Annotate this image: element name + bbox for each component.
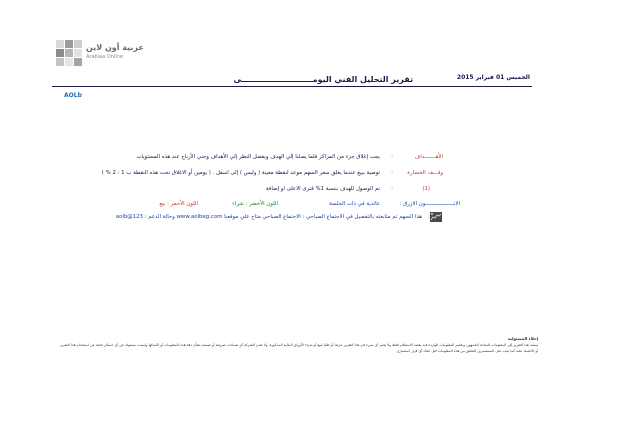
legend-blue-label: الانــــــــــــــــــون الازرق :	[399, 201, 460, 207]
row-targets-sep: :	[391, 154, 393, 160]
logo-english-text: Arabiaa Online	[86, 54, 123, 60]
chart-icon	[430, 212, 442, 222]
disclaimer	[58, 336, 538, 354]
legend-blue-text: عائدية في ذات الجلسة	[329, 201, 380, 207]
disclaimer-heading: إخلاء المسئولية	[507, 336, 538, 341]
logo	[56, 40, 144, 99]
row-followup-sep: :	[428, 214, 430, 220]
report-title: تقرير التحليل الفني اليومــــــــــــــــــــــــــى	[233, 75, 413, 84]
title-divider	[52, 86, 532, 87]
row-stoploss-text: توصية ببيع عندما يغلق سعر السهم موعد لنقطة معينة ( وليس ) إلى اسفل . ( يومين أو الاغلاق تحت هذه النقطة ب 1 : 2 % )	[101, 170, 380, 176]
legend-green-text: اللون الأخضر : شراء	[232, 201, 278, 207]
row-followup-text: هذا السهم تم متابعته بالتفصيل في الاجتماع الصباحي : الاجتماع الصباحي متاح علي موقعنا www.aolbeg.com وحالة الدعم : aolb@123	[115, 214, 422, 220]
aolb-logo-icon	[56, 40, 82, 66]
row-targets-text: يجب إغلاق جزء من المراكز فلما يصلنا إلي الهدف ويفضل النظر إلي الأهداف وجني الأرباح عند هذه المستويات	[136, 154, 380, 160]
row-stoploss-label: وقـــف الخسارة	[407, 170, 443, 176]
logo-arabic-text: عربية أون لاين	[86, 43, 144, 52]
row-targets-label: الأهـــــــداف	[414, 154, 443, 160]
row-stoploss-sep: :	[391, 170, 393, 176]
row-note-label: (1)	[422, 186, 430, 192]
disclaimer-body: يستند هذا التقرير إلي المعلومات المتاحة للجمهور، وتخليم المعلومات الواردة فيه بقصد الاستعلام فقط ولا يعتبر أي شيء في هذا التقرير عرضا أو طلبا لبيع أو شراء الأوراق المالية المذكورة، ولا تقدم الشركة أي ضمانات صريحة أو ضمنية بشأن دقة هذه المعلومات أو اكتمالها وليست مسئولة عن أي خسائر ناتجة عن استخدام هذا التقرير أو الاعتماد عليه كما يجب على المستثمرين التحقق من هذه المعلومات قبل اتخاذ أي قرار استثماري	[60, 343, 538, 353]
report-date: الخميس 01 فبراير 2015	[456, 74, 530, 81]
row-note-sep: :	[391, 186, 393, 192]
logo-sub-text: AOLb	[64, 92, 82, 99]
legend-red-text: اللون الأحمر : بيع	[159, 201, 198, 207]
row-note-text: تم الوصول للهدف بنسبة 1% قترى الاعلى او إضافة	[265, 186, 380, 192]
